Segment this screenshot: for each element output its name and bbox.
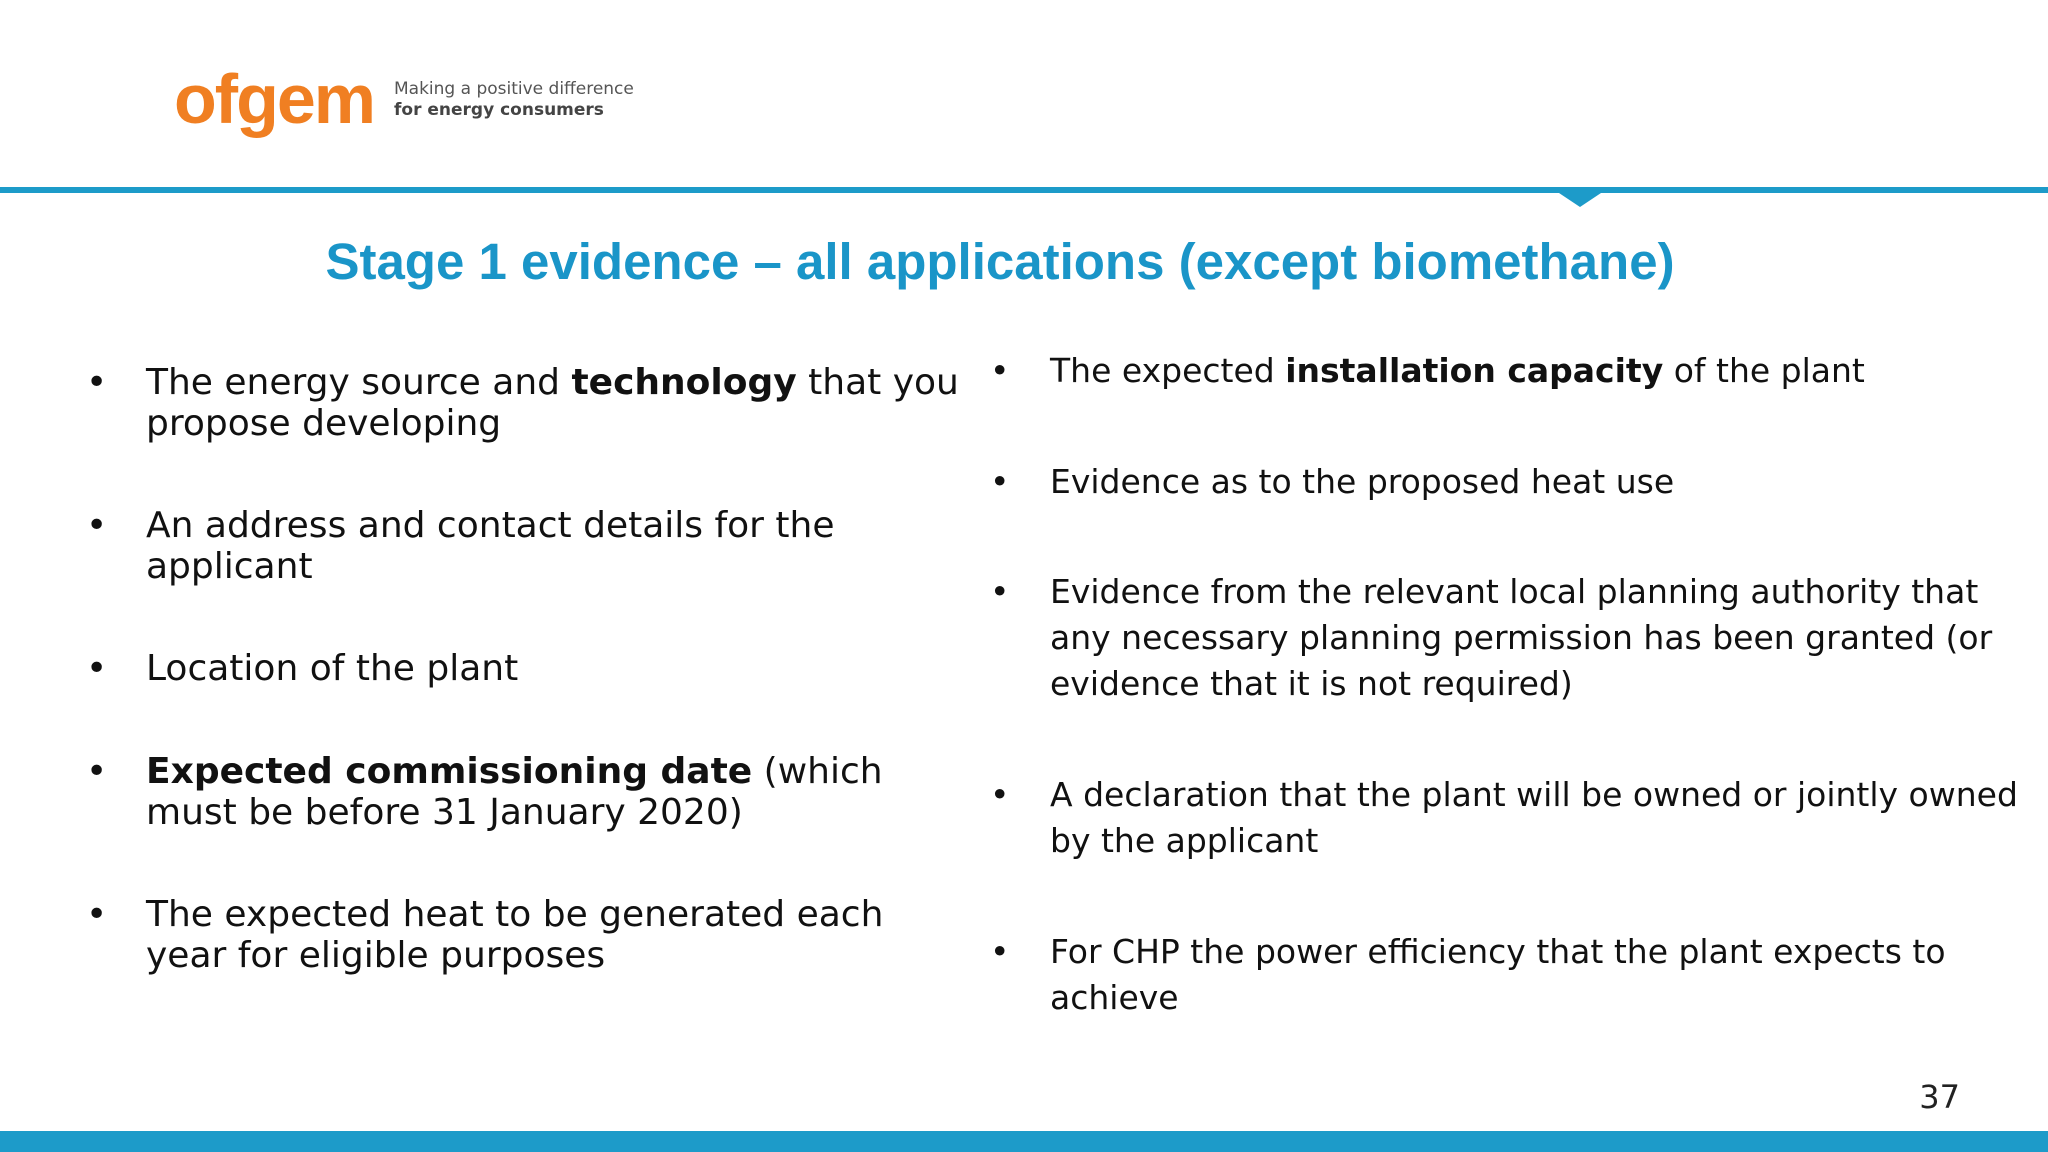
list-item-text: Expected commissioning date (which must be before 31 January 2020) <box>146 751 883 833</box>
list-item-text: Evidence as to the proposed heat use <box>1050 462 1675 501</box>
bullet-icon: • <box>990 775 1010 814</box>
logo-tagline-line1: Making a positive difference <box>394 79 634 99</box>
logo-wordmark: ofgem <box>174 60 374 138</box>
bullet-icon: • <box>990 462 1010 501</box>
list-item-text: The expected heat to be generated each year for eligible purposes <box>146 894 884 976</box>
list-item-text: The energy source and technology that you propose developing <box>146 362 959 444</box>
bullet-icon: • <box>990 572 1010 611</box>
bullet-icon: • <box>86 505 108 546</box>
bullet-icon: • <box>86 751 108 792</box>
header-pointer-icon <box>1559 193 1601 207</box>
ofgem-logo <box>174 60 634 138</box>
bullet-icon: • <box>990 932 1010 971</box>
list-item <box>86 751 966 833</box>
list-item <box>86 648 966 689</box>
list-item <box>990 459 2030 505</box>
list-item <box>86 505 966 587</box>
bullet-icon: • <box>86 648 108 689</box>
footer-bar <box>0 1131 2048 1152</box>
page-number: 37 <box>1919 1078 1960 1116</box>
list-item <box>990 772 2030 864</box>
slide-title: Stage 1 evidence – all applications (except biomethane) <box>325 233 1675 290</box>
header-divider <box>0 187 2048 193</box>
list-item-text: For CHP the power efficiency that the plant expects to achieve <box>1050 932 1946 1017</box>
logo-tagline-line2: for energy consumers <box>394 100 604 120</box>
list-item-text: An address and contact details for the applicant <box>146 505 835 587</box>
list-item <box>990 929 2030 1021</box>
list-item <box>86 362 966 444</box>
list-item-text: The expected installation capacity of the plant <box>1050 351 1865 390</box>
list-item-text: Evidence from the relevant local planning authority that any necessary planning permission has been granted (or evidence that it is not required) <box>1050 572 1993 703</box>
bullet-icon: • <box>86 894 108 935</box>
list-item <box>86 894 966 976</box>
list-item-text: Location of the plant <box>146 648 519 689</box>
list-item <box>990 569 2030 707</box>
bullet-icon: • <box>990 351 1010 390</box>
list-item <box>990 348 2030 394</box>
logo-tagline <box>394 79 634 121</box>
bullet-icon: • <box>86 362 108 403</box>
list-item-text: A declaration that the plant will be owned or jointly owned by the applicant <box>1050 775 2018 860</box>
